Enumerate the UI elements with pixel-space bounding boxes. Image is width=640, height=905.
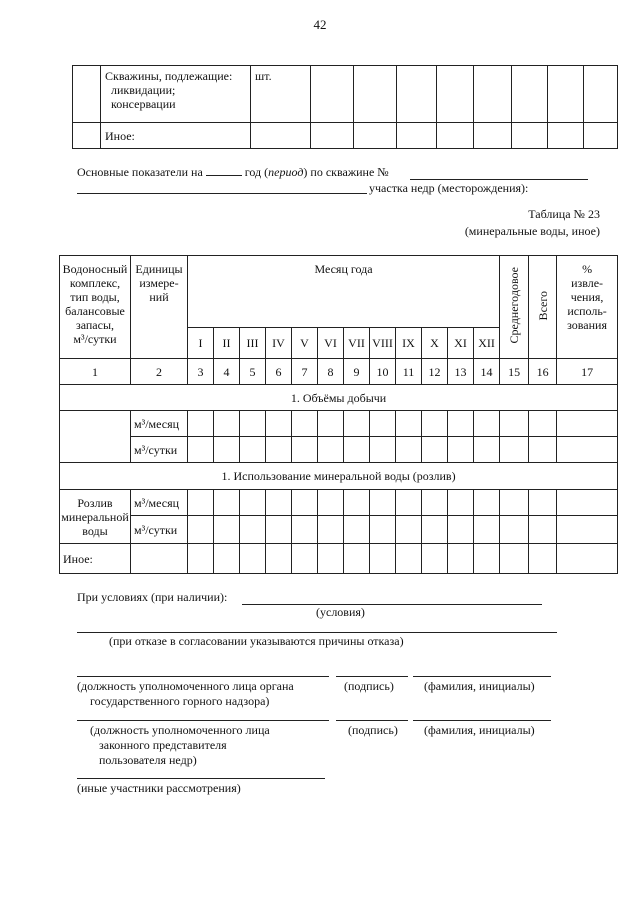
month-9: IX [396, 328, 422, 359]
section-bottling-row [60, 463, 618, 490]
bottling-label: Розлив минеральной воды [60, 490, 131, 544]
col-number: 1 [60, 359, 131, 385]
sig1-position-blank[interactable] [77, 676, 329, 677]
col-number: 7 [292, 359, 318, 385]
unit-label: м³/сутки [131, 437, 188, 463]
wells-label: Скважины, подлежащие: ликвидации; консервации [101, 66, 251, 123]
section-bottling-title: 1. Использование минеральной воды (розлив) [60, 463, 618, 490]
table-row [60, 516, 618, 544]
col-number: 14 [474, 359, 500, 385]
month-3: III [240, 328, 266, 359]
month-1: I [188, 328, 214, 359]
sig2-position-line3: пользователя недр) [99, 753, 197, 767]
unit-label: м³/сутки [131, 516, 188, 544]
month-10: X [422, 328, 448, 359]
sig1-name-caption: (фамилия, инициалы) [424, 679, 535, 693]
table-subtitle: (минеральные воды, иное) [464, 224, 600, 238]
conditions-label: При условиях (при наличии): [77, 590, 228, 604]
col-number: 6 [266, 359, 292, 385]
col-number: 12 [422, 359, 448, 385]
col-pct-header: % извле- чения, исполь- зования [557, 256, 618, 359]
conditions-caption: (условия) [316, 605, 365, 619]
conditions-blank[interactable] [242, 604, 542, 605]
others-blank[interactable] [77, 778, 325, 779]
table-row [60, 411, 618, 437]
col-number: 5 [240, 359, 266, 385]
table-header-row [60, 256, 618, 328]
col-total-header: Всего [529, 256, 557, 359]
col-number: 10 [370, 359, 396, 385]
table-row [73, 66, 618, 123]
refusal-blank[interactable] [77, 632, 557, 633]
well-number-blank[interactable] [410, 179, 588, 180]
sig1-position-line1: (должность уполномоченного лица органа [77, 679, 294, 693]
page-number: 42 [313, 17, 327, 32]
col-number: 15 [500, 359, 529, 385]
col-number: 2 [131, 359, 188, 385]
unit-label: м³/месяц [131, 490, 188, 516]
other-label: Иное: [101, 123, 251, 149]
col-number: 11 [396, 359, 422, 385]
sig2-position-line1: (должность уполномоченного лица [90, 723, 270, 737]
area-blank[interactable] [77, 193, 367, 194]
month-5: V [292, 328, 318, 359]
sig2-position-blank[interactable] [77, 720, 329, 721]
sig2-name-blank[interactable] [413, 720, 551, 721]
year-blank[interactable] [206, 175, 242, 176]
section-production-row [60, 385, 618, 411]
mineral-water-table [59, 255, 618, 574]
month-6: VI [318, 328, 344, 359]
month-4: IV [266, 328, 292, 359]
sig2-position-line2: законного представителя [99, 738, 227, 752]
col-number: 9 [344, 359, 370, 385]
section-production-title: 1. Объёмы добычи [60, 385, 618, 411]
refusal-caption: (при отказе в согласовании указываются причины отказа) [109, 634, 404, 648]
month-11: XI [448, 328, 474, 359]
wells-unit: шт. [251, 66, 311, 123]
intro-line1: Основные показатели на год (период) по скважине № [77, 165, 389, 179]
col-number: 8 [318, 359, 344, 385]
col-aquifer-header: Водоносный комплекс, тип воды, балансовые запасы, м³/сутки [60, 256, 131, 359]
wells-table [72, 65, 618, 149]
sig1-name-blank[interactable] [413, 676, 551, 677]
sig2-sign-caption: (подпись) [348, 723, 398, 737]
col-units-header: Единицы измере- ний [131, 256, 188, 359]
col-number: 13 [448, 359, 474, 385]
sig1-position-line2: государственного горного надзора) [90, 694, 270, 708]
month-8: VIII [370, 328, 396, 359]
sig2-name-caption: (фамилия, инициалы) [424, 723, 535, 737]
month-12: XII [474, 328, 500, 359]
table-row [60, 437, 618, 463]
unit-label: м³/месяц [131, 411, 188, 437]
sig2-sign-blank[interactable] [336, 720, 408, 721]
sig1-sign-blank[interactable] [336, 676, 408, 677]
other-label: Иное: [60, 544, 131, 574]
col-number: 3 [188, 359, 214, 385]
sig1-sign-caption: (подпись) [344, 679, 394, 693]
col-avg-header: Среднегодовое [500, 256, 529, 359]
month-7: VII [344, 328, 370, 359]
month-2: II [214, 328, 240, 359]
month-group-header: Месяц года [188, 256, 500, 328]
table-row [73, 123, 618, 149]
table-number: Таблица № 23 [528, 207, 600, 221]
table-row [60, 490, 618, 516]
others-caption: (иные участники рассмотрения) [77, 781, 241, 795]
table-row [60, 544, 618, 574]
col-number: 16 [529, 359, 557, 385]
column-numbers-row [60, 359, 618, 385]
col-number: 17 [557, 359, 618, 385]
col-number: 4 [214, 359, 240, 385]
intro-line2: участка недр (месторождения): [369, 181, 529, 195]
